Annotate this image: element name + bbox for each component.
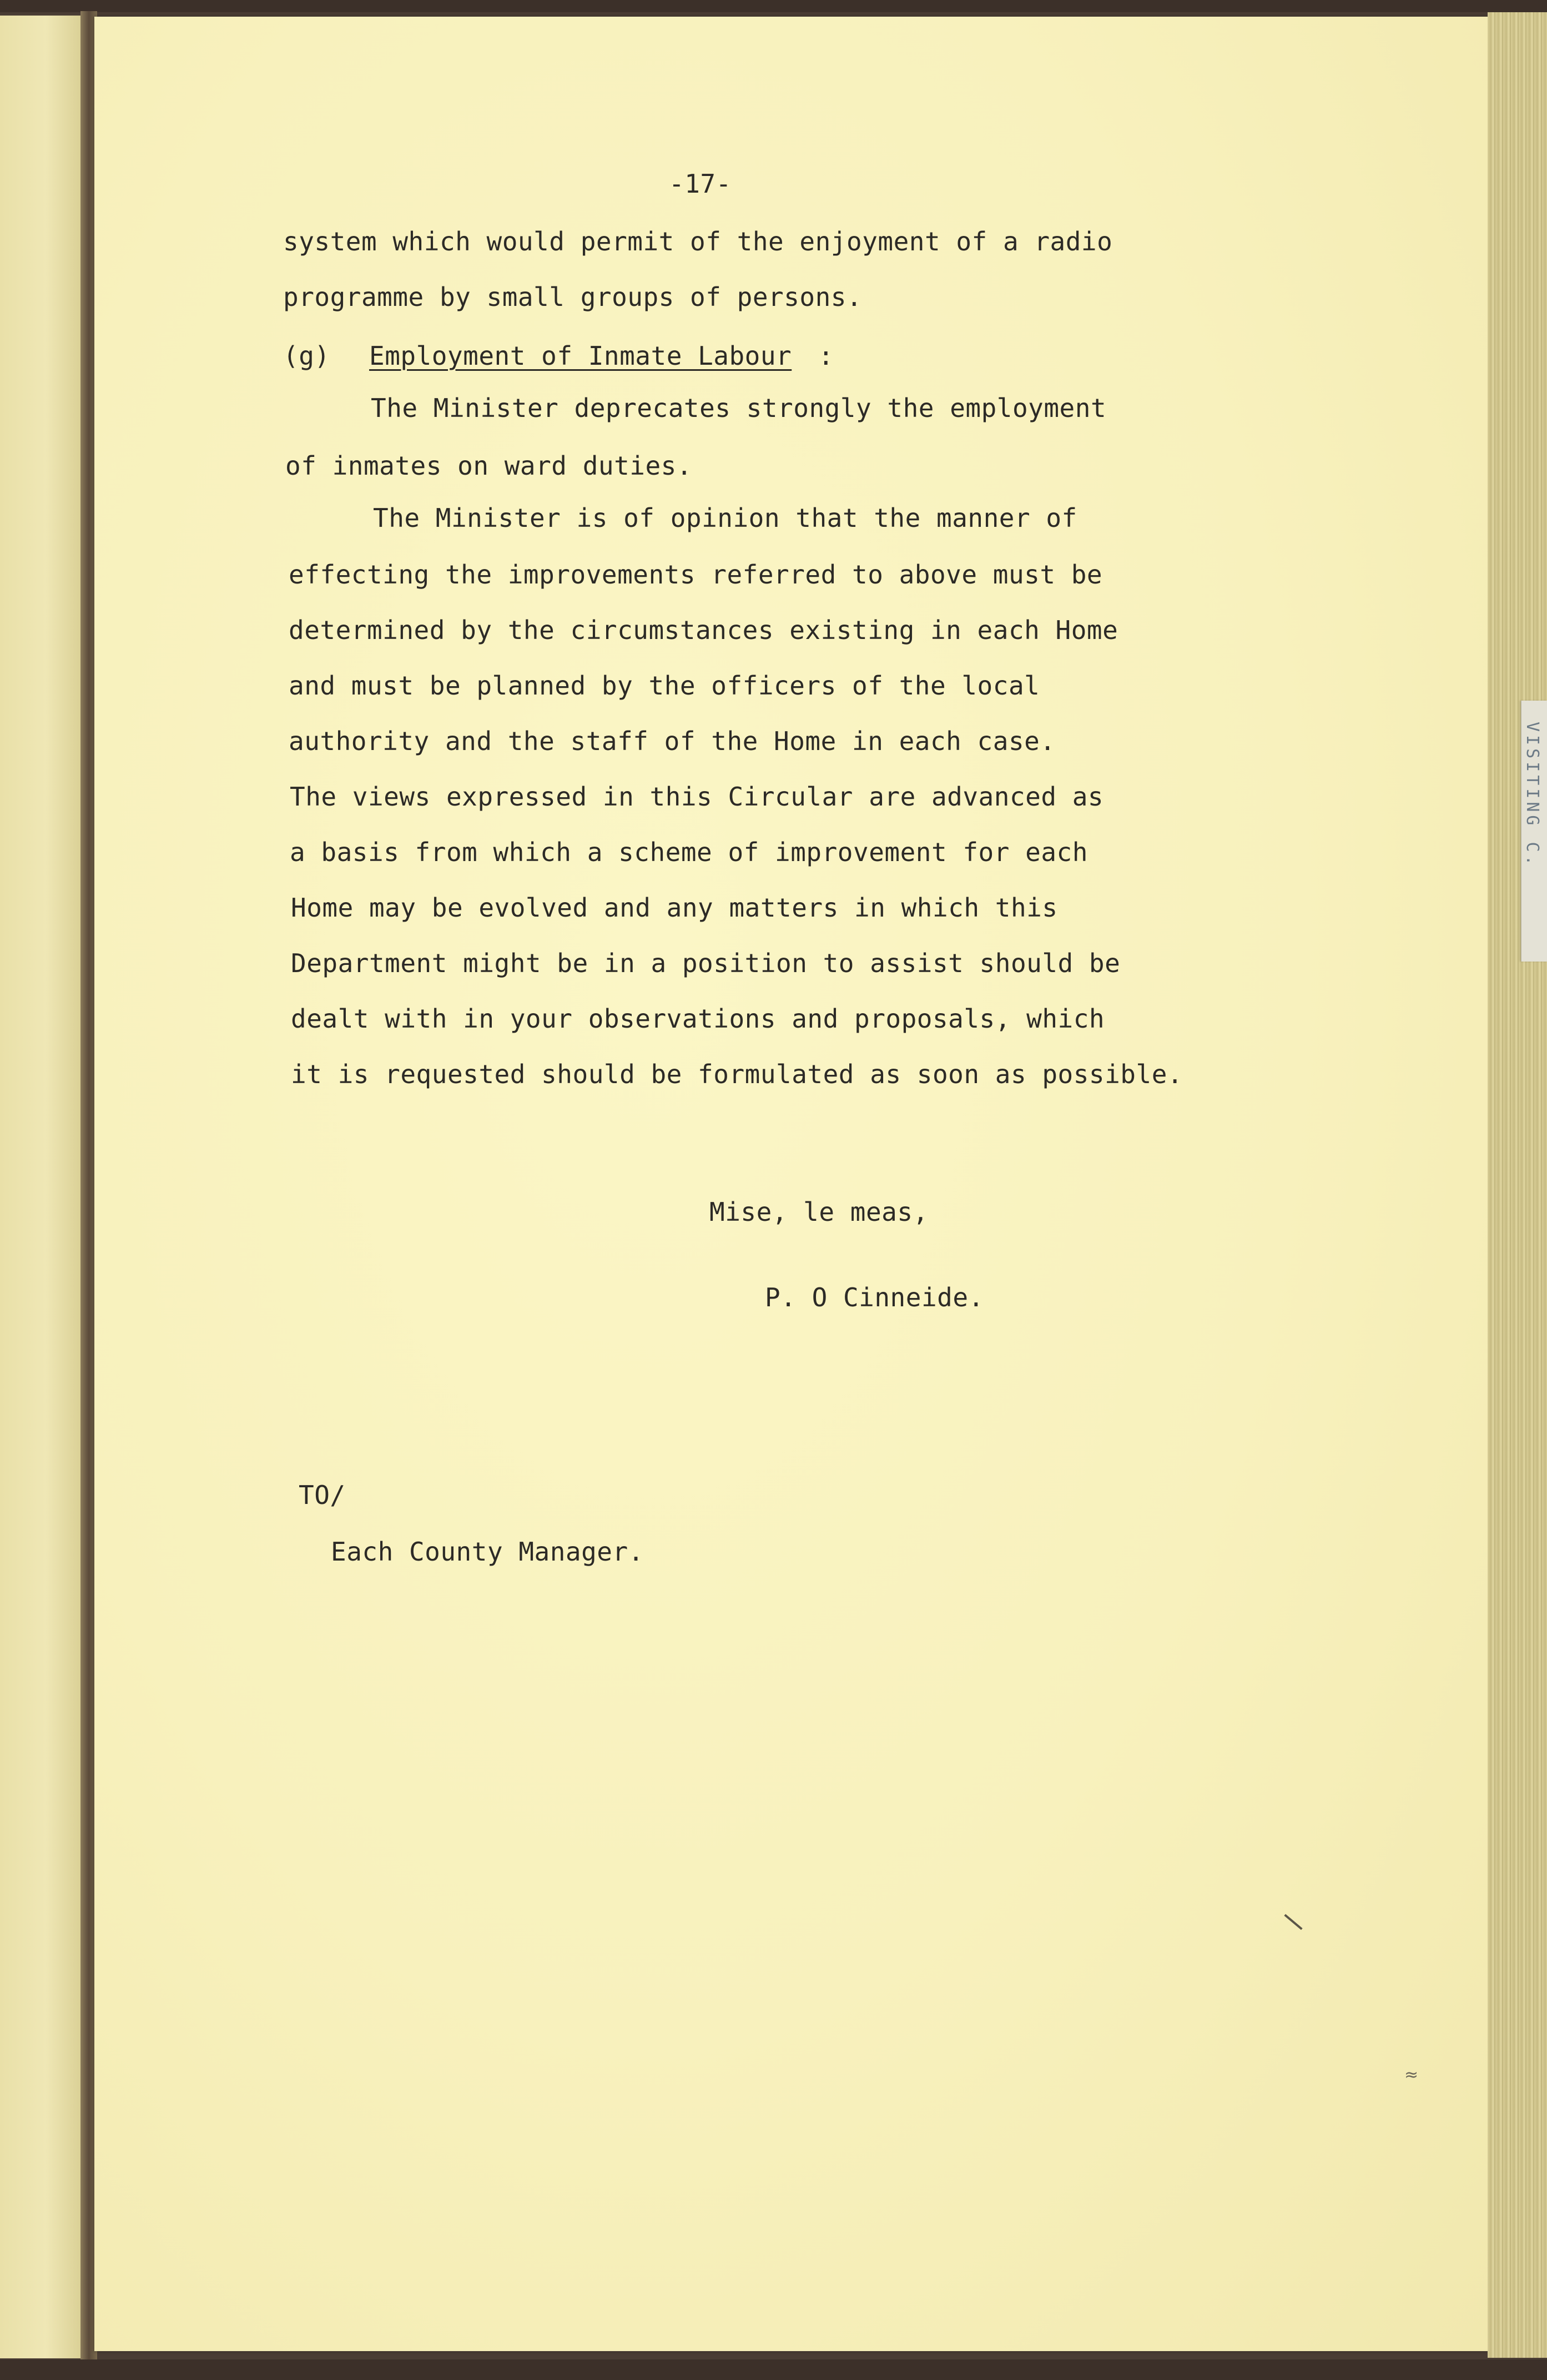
- para2-line: and must be planned by the officers of the local: [289, 671, 1040, 701]
- body-line: programme by small groups of persons.: [283, 282, 863, 312]
- para2-line: authority and the staff of the Home in each case.: [289, 726, 1056, 756]
- para1-line: of inmates on ward duties.: [285, 451, 693, 481]
- page-number: -17-: [669, 169, 732, 199]
- para2-line: it is requested should be formulated as soon as possible.: [291, 1059, 1183, 1089]
- para2-line: dealt with in your observations and proposals, which: [291, 1004, 1105, 1034]
- index-tab-label: VISITING C.: [1523, 722, 1542, 869]
- addressee-to: TO/: [299, 1480, 346, 1510]
- section-heading: Employment of Inmate Labour: [369, 341, 792, 371]
- closing-salutation: Mise, le meas,: [709, 1197, 929, 1227]
- para2-line: The Minister is of opinion that the manner of: [373, 503, 1077, 533]
- scan-border-top: [0, 0, 1547, 12]
- addressee-recipient: Each County Manager.: [331, 1537, 644, 1567]
- para2-line: Department might be in a position to assist should be: [291, 948, 1121, 978]
- para2-line: The views expressed in this Circular are advanced as: [290, 782, 1104, 812]
- para2-line: a basis from which a scheme of improvement for each: [290, 837, 1088, 867]
- section-heading-punct: :: [818, 341, 834, 371]
- closing-signatory: P. O Cinneide.: [765, 1282, 984, 1312]
- para2-line: determined by the circumstances existing in each Home: [289, 615, 1118, 645]
- section-label: (g): [283, 341, 330, 371]
- ink-smudge: ≈: [1404, 2065, 1419, 2085]
- scan-border-bottom: [0, 2359, 1547, 2380]
- para2-line: effecting the improvements referred to above must be: [289, 560, 1103, 590]
- facing-page-edge: [0, 16, 83, 2358]
- para1-line: The Minister deprecates strongly the employment: [371, 393, 1107, 423]
- para2-line: Home may be evolved and any matters in which this: [291, 893, 1058, 923]
- page-stack-edge: [1488, 12, 1547, 2358]
- body-line: system which would permit of the enjoyment of a radio: [283, 227, 1113, 256]
